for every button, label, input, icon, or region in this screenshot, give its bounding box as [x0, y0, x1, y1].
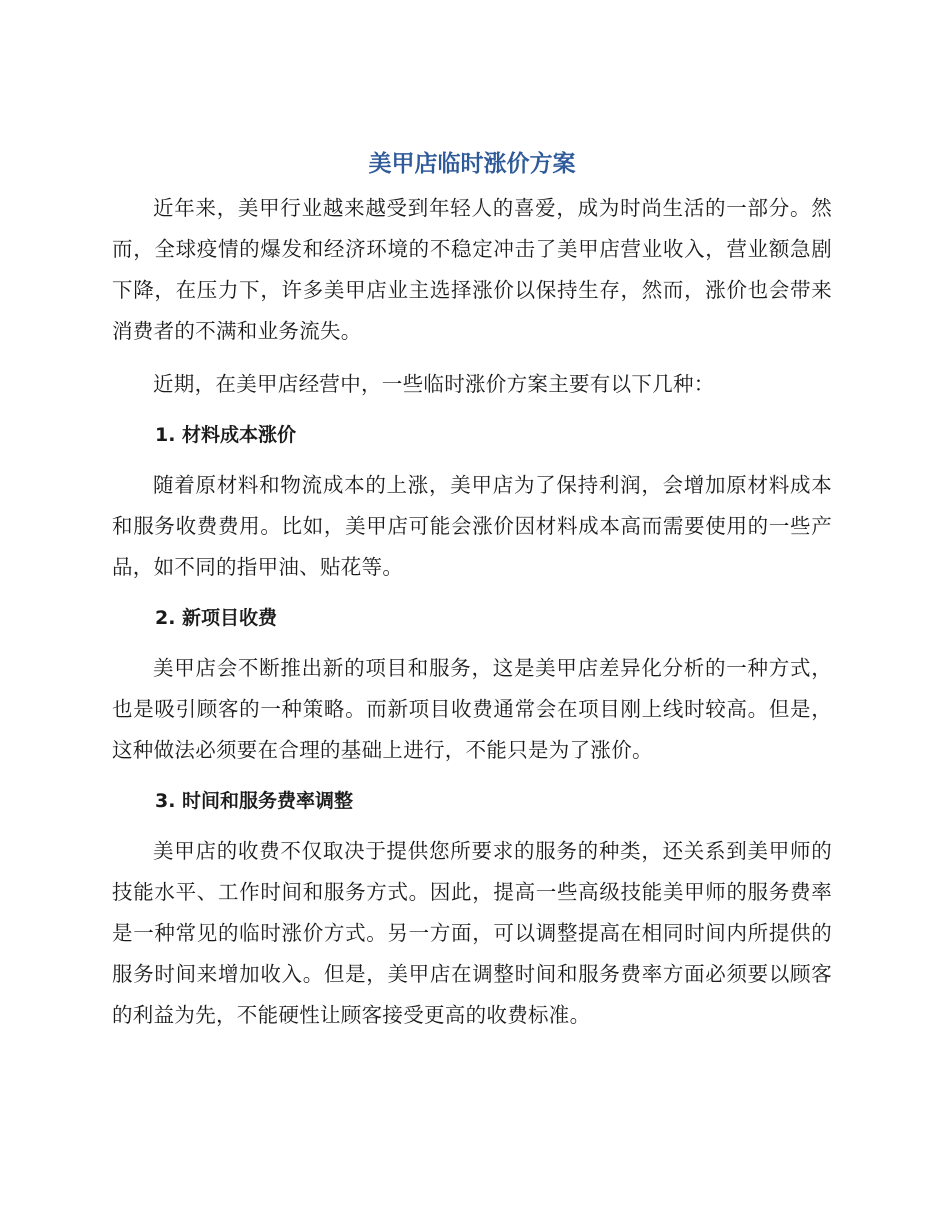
intro-paragraph-1: 近年来，美甲行业越来越受到年轻人的喜爱，成为时尚生活的一部分。然而，全球疫情的爆发和经济环境的不稳定冲击了美甲店营业收入，营业额急剧下降，在压力下，许多美甲店业主选择涨价以保持生存，然而，涨价也会带来消费者的不满和业务流失。	[112, 196, 832, 343]
section-heading-1: 1. 材料成本涨价	[155, 424, 297, 446]
document-title: 美甲店临时涨价方案	[368, 151, 576, 177]
section-body-3: 美甲店的收费不仅取决于提供您所要求的服务的种类，还关系到美甲师的技能水平、工作时间和服务方式。因此，提高一些高级技能美甲师的服务费率是一种常见的临时涨价方式。另一方面，可以调整提高在相同时间内所提供的服务时间来增加收入。但是，美甲店在调整时间和服务费率方面必须要以顾客的利益为先，不能硬性让顾客接受更高的收费标准。	[112, 839, 832, 1027]
section-heading-2: 2. 新项目收费	[155, 607, 278, 629]
document-page	[112, 146, 832, 1036]
section-body-2: 美甲店会不断推出新的项目和服务，这是美甲店差异化分析的一种方式，也是吸引顾客的一种策略。而新项目收费通常会在项目刚上线时较高。但是，这种做法必须要在合理的基础上进行，不能只是为了涨价。	[112, 656, 832, 762]
section-body-1: 随着原材料和物流成本的上涨，美甲店为了保持利润，会增加原材料成本和服务收费费用。比如，美甲店可能会涨价因材料成本高而需要使用的一些产品，如不同的指甲油、贴花等。	[112, 473, 832, 579]
intro-paragraph-2: 近期，在美甲店经营中，一些临时涨价方案主要有以下几种：	[153, 372, 715, 396]
section-heading-3: 3. 时间和服务费率调整	[155, 790, 354, 812]
